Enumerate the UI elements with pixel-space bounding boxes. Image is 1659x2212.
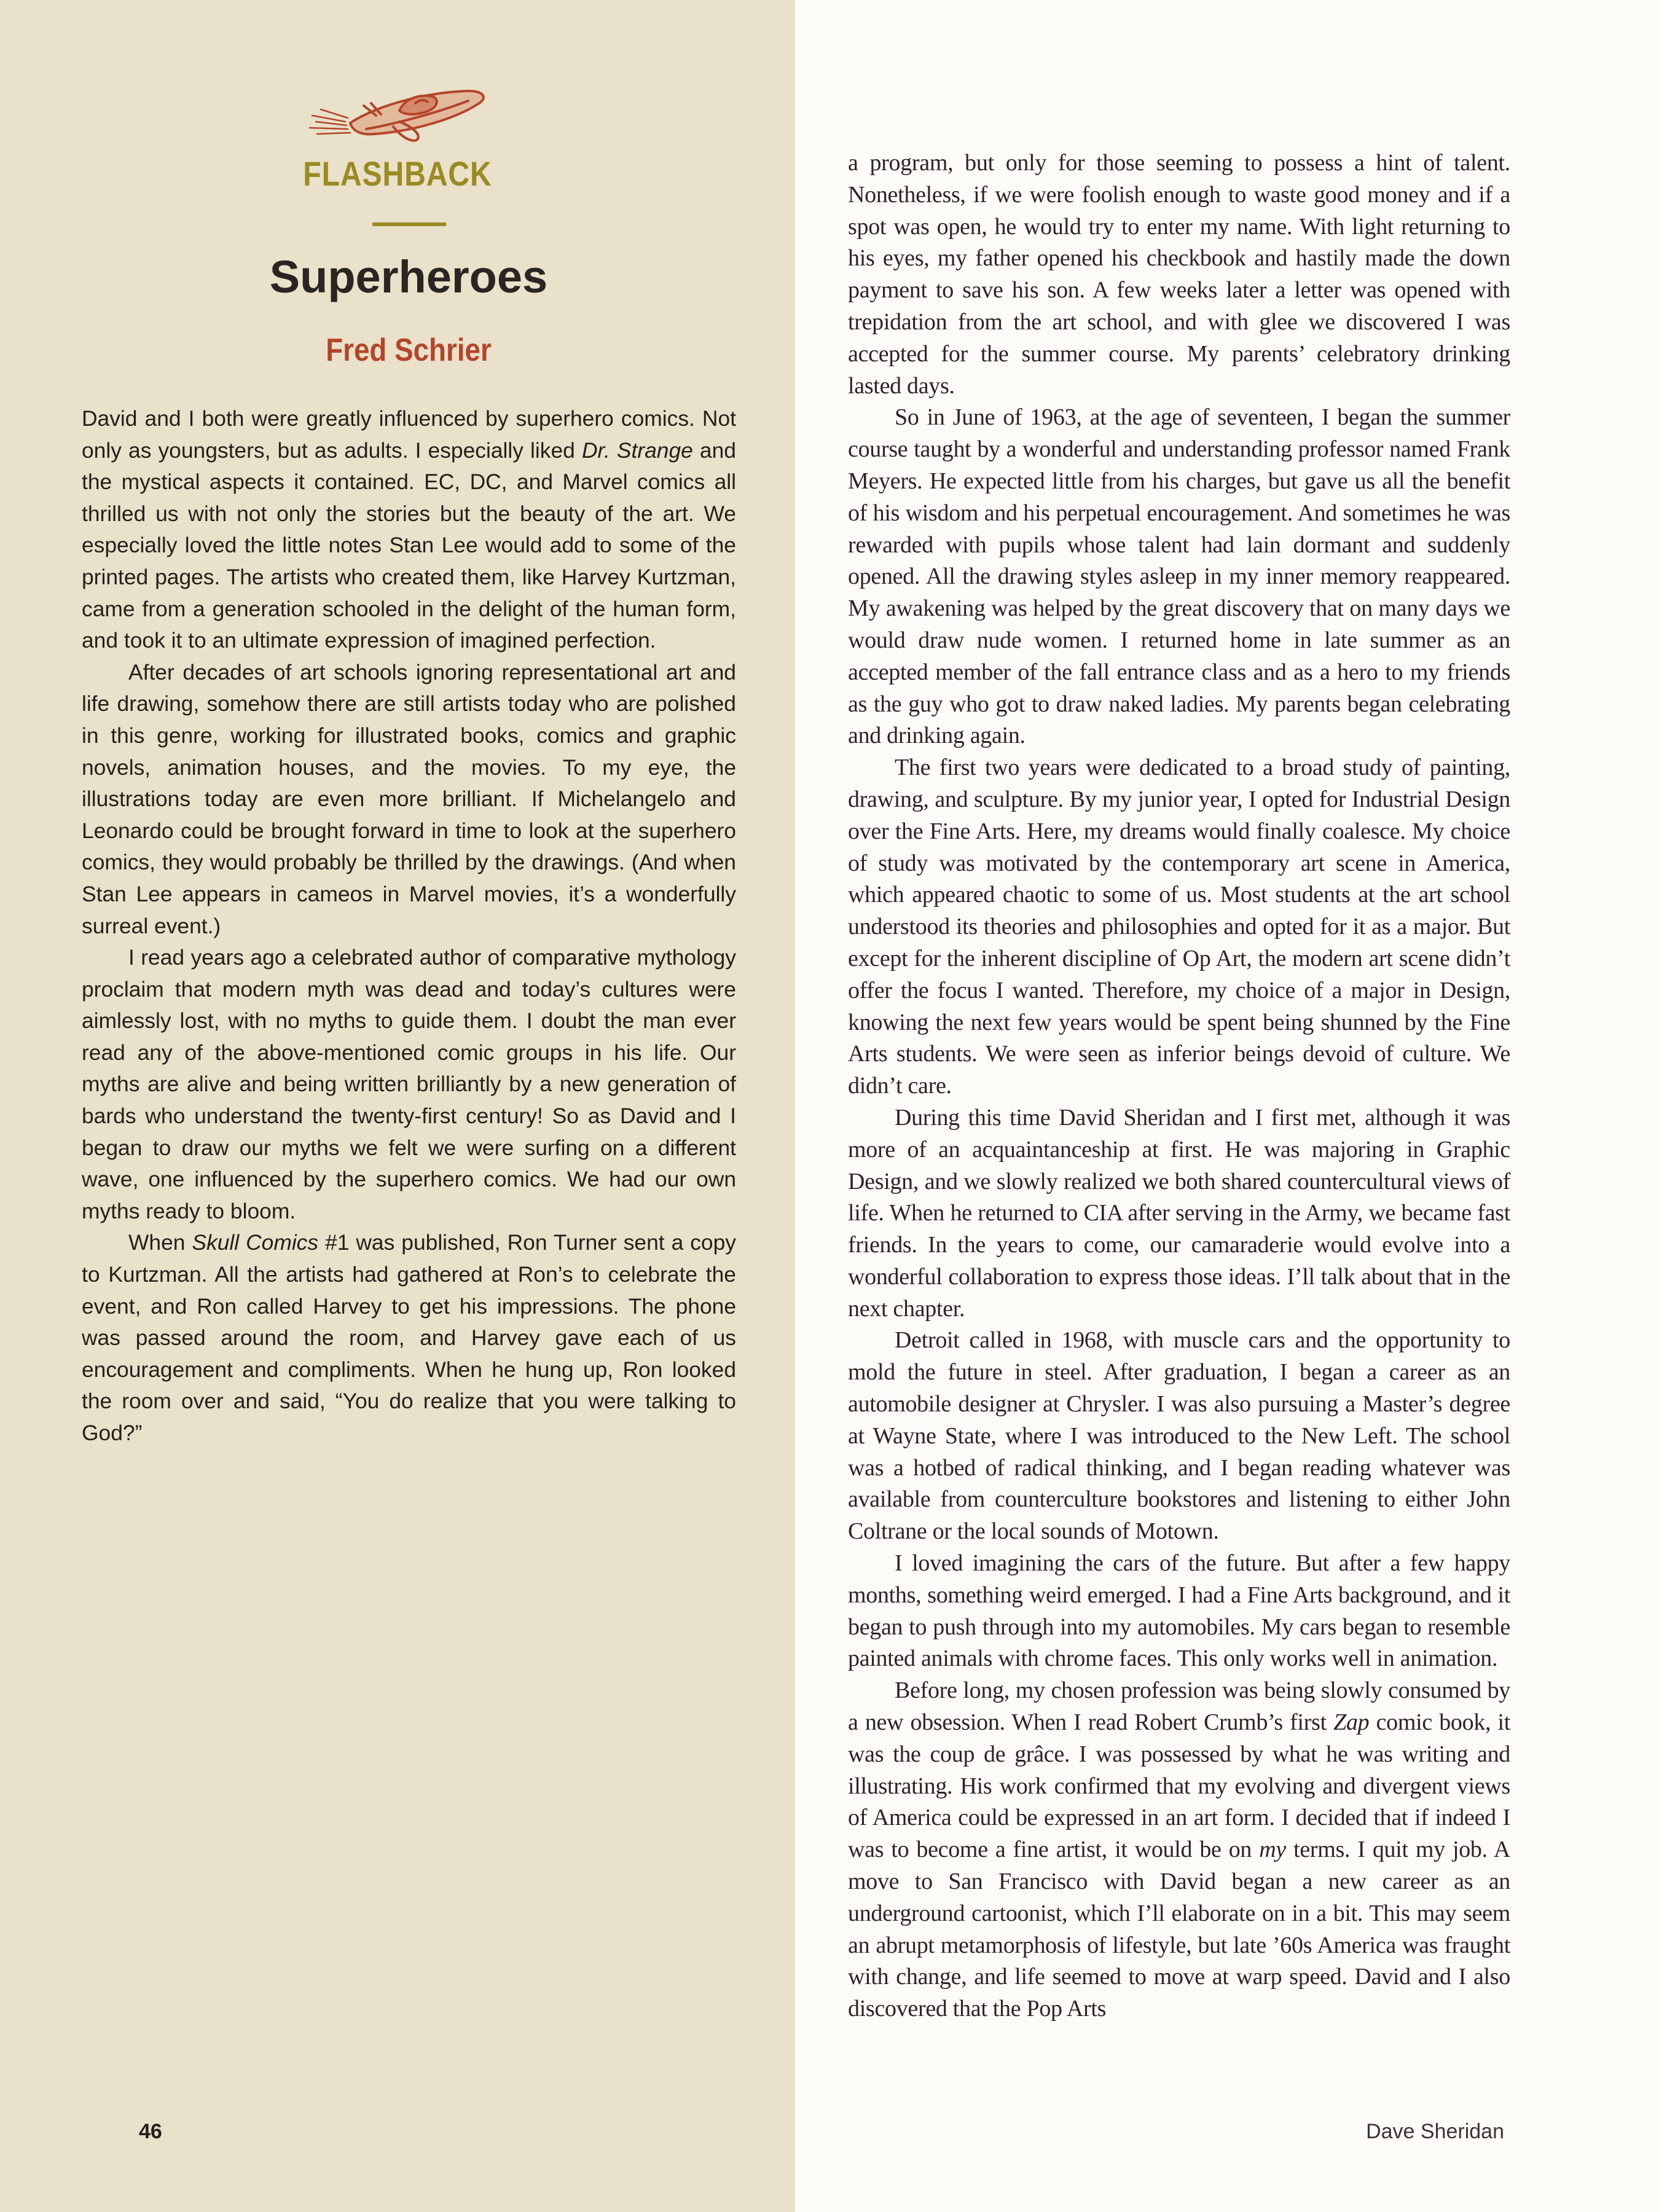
sidebar-paragraph: After decades of art schools ignoring representational art and life drawing, somehow there are still artists today who are polished in this genre, working for illustrated books, comics and graphic novels, animation houses, and the movies. To my eye, the illustrations today are even more brilliant. If Michelangelo and Leonardo could be brought forward in time to look at the superhero comics, they would probably be thrilled by the drawings. (And when Stan Lee appears in cameos in Marvel movies, it’s a wonderfully surreal event.) [82, 659, 736, 938]
page-number: 46 [139, 2120, 162, 2143]
main-paragraph: I loved imagining the cars of the future. But after a few happy months, something weird emerged. I had a Fine Arts background, and it began to push through into my automobiles. My cars began to resemble painted animals with chrome faces. This only works well in animation. [848, 1550, 1510, 1672]
kicker-divider [372, 222, 446, 226]
main-paragraph: The first two years were dedicated to a broad study of painting, drawing, and sculpture. By my junior year, I opted for Industrial Design over the Fine Arts. Here, my dreams would finally coalesce. My choice of study was motivated by the contemporary art scene in America, which appeared chaotic to some of us. Most students at the art school understood its theories and philosophies and opted for it as a major. But except for the inherent discipline of Op Art, the modern art scene didn’t offer the focus I wanted. Therefore, my choice of a major in Design, knowing the next few years would be spent being shunned by the Fine Arts students. We were seen as inferior beings devoid of culture. We didn’t care. [848, 755, 1510, 1099]
main-paragraph: Before long, my chosen profession was being slowly consumed by a new obsession. When I read Robert Crumb’s first Zap comic book, it was the coup de grâce. I was possessed by what he was writing and illustrating. His work confirmed that my evolving and divergent views of America could be expressed in an art form. I decided that if indeed I was to become a fine artist, it would be on my terms. I quit my job. A move to San Francisco with David began a new career as an underground cartoonist, which I’ll elaborate on in a bit. This may seem an abrupt metamorphosis of lifestyle, but late ’60s America was fraught with change, and life seemed to move at warp speed. David and I also discovered that the Pop Arts [848, 1677, 1510, 2022]
main-body [848, 147, 1510, 2025]
main-paragraph: a program, but only for those seeming to possess a hint of talent. Nonetheless, if we were foolish enough to waste good money and if a spot was open, he would try to enter my name. With light returning to his eyes, my father opened his checkbook and hastily made the down payment to save his son. A few weeks later a letter was opened with trepidation from the art school, and with glee we discovered I was accepted for the summer course. My parents’ celebratory drinking lasted days. [848, 150, 1510, 399]
main-paragraph: Detroit called in 1968, with muscle cars and the opportunity to mold the future in steel. After graduation, I began a career as an automobile designer at Chrysler. I was also pursuing a Master’s degree at Wayne State, where I was introduced to the New Left. The school was a hotbed of radical thinking, and I began reading whatever was available from counterculture bookstores and listening to either John Coltrane or the local sounds of Motown. [848, 1327, 1510, 1545]
section-kicker: FLASHBACK [303, 154, 492, 193]
sidebar-paragraph: David and I both were greatly influenced by superhero comics. Not only as youngsters, but as adults. I especially liked Dr. Strange and the mystical aspects it contained. EC, DC, and Marvel comics all thrilled us with not only the stories but the beauty of the art. We especially loved the little notes Stan Lee would add to some of the printed pages. The artists who created them, like Harvey Kurtzman, came from a generation schooled in the delight of the human form, and took it to an ultimate expression of imagined perfection. [82, 406, 736, 653]
sidebar-paragraph: When Skull Comics #1 was published, Ron Turner sent a copy to Kurtzman. All the artists had gathered at Ron’s to celebrate the event, and Ron called Harvey to get his impressions. The phone was passed around the room, and Harvey gave each of us encouragement and compliments. When he hung up, Ron looked the room over and said, “You do realize that you were talking to God?” [82, 1230, 736, 1445]
main-paragraph: So in June of 1963, at the age of seventeen, I began the summer course taught by a wonderful and understanding professor named Frank Meyers. He expected little from his charges, but gave us all the benefit of his wisdom and his perpetual encouragement. And sometimes he was rewarded with pupils whose talent had lain dormant and suddenly opened. All the drawing styles asleep in my inner memory reappeared. My awakening was helped by the great discovery that on many days we would draw nude women. I returned home in late summer as an accepted member of the fall entrance class and as a hero to my friends as the guy who got to draw naked ladies. My parents began celebrating and drinking again. [848, 404, 1510, 749]
running-head: Dave Sheridan [1366, 2120, 1504, 2143]
sidebar-paragraph: I read years ago a celebrated author of comparative mythology proclaim that modern myth was dead and today’s cultures were aimlessly lost, with no myths to guide them. I doubt the man ever read any of the above-mentioned comic groups in his life. Our myths are alive and being written brilliantly by a new generation of bards who understand the twenty-first century! So as David and I began to draw our myths we felt we were surfing on a different wave, one influenced by the superhero comics. We had our own myths ready to bloom. [82, 945, 736, 1223]
main-paragraph: During this time David Sheridan and I first met, although it was more of an acquaintanceship at first. He was majoring in Graphic Design, and we slowly realized we both shared countercultural views of life. When he returned to CIA after serving in the Army, we became fast friends. In the years to come, our camaraderie would evolve into a wonderful collaboration to express those ideas. I’ll talk about that in the next chapter. [848, 1104, 1510, 1322]
sidebar-body [82, 403, 736, 1449]
sidebar-title: Superheroes [269, 251, 548, 302]
rocket-ship-icon [307, 79, 492, 146]
sidebar-author: Fred Schrier [326, 332, 492, 368]
